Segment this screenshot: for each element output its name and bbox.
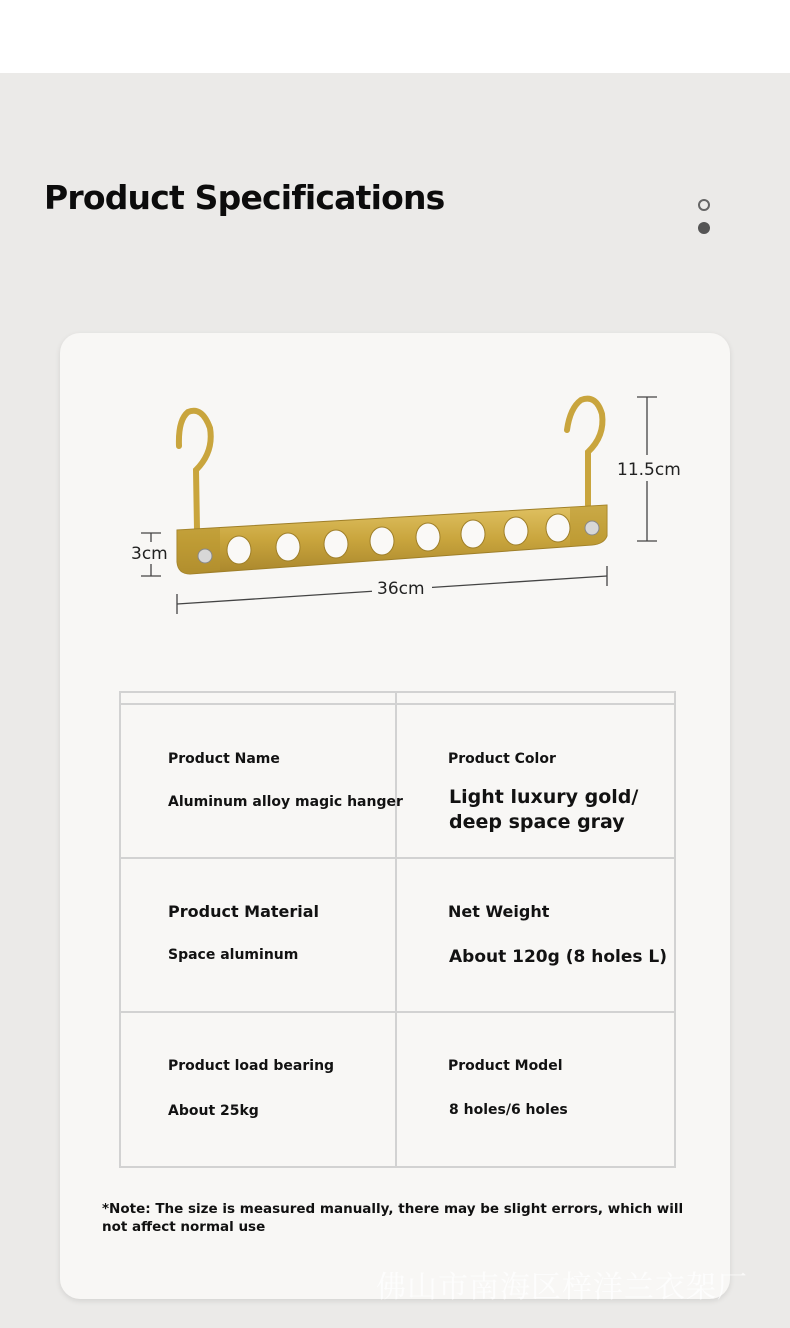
width-label: 36cm xyxy=(377,579,425,599)
table-row-divider xyxy=(119,1011,676,1013)
product-material-label: Product Material xyxy=(168,902,320,921)
load-bearing-label: Product load bearing xyxy=(168,1058,335,1074)
product-name-value: Aluminum alloy magic hanger xyxy=(168,794,403,810)
product-color-value-line1: Light luxury gold/ xyxy=(449,786,639,808)
measurement-note: *Note: The size is measured manually, there may be slight errors, which will not affect normal use xyxy=(102,1201,684,1235)
product-model-label: Product Model xyxy=(448,1058,563,1074)
bar-height-label: 3cm xyxy=(131,544,168,564)
product-color-value-line2: deep space gray xyxy=(449,811,625,833)
height-label: 11.5cm xyxy=(617,460,681,480)
table-header-divider xyxy=(119,703,676,705)
table-column-divider xyxy=(395,691,397,1168)
page-title: Product Specifications xyxy=(44,178,445,217)
watermark: 佛山市南海区梓洋兰衣架厂 xyxy=(376,1270,748,1305)
product-model-value: 8 holes/6 holes xyxy=(449,1102,568,1118)
left-hook xyxy=(179,411,211,530)
net-weight-value: About 120g (8 holes L) xyxy=(449,947,668,967)
right-hook xyxy=(567,399,602,505)
left-rivet xyxy=(198,549,212,563)
right-rivet xyxy=(585,521,599,535)
net-weight-label: Net Weight xyxy=(448,902,550,921)
product-name-label: Product Name xyxy=(168,751,280,767)
load-bearing-value: About 25kg xyxy=(168,1103,259,1119)
table-row-divider xyxy=(119,857,676,859)
product-color-label: Product Color xyxy=(448,751,556,767)
product-material-value: Space aluminum xyxy=(168,947,299,963)
